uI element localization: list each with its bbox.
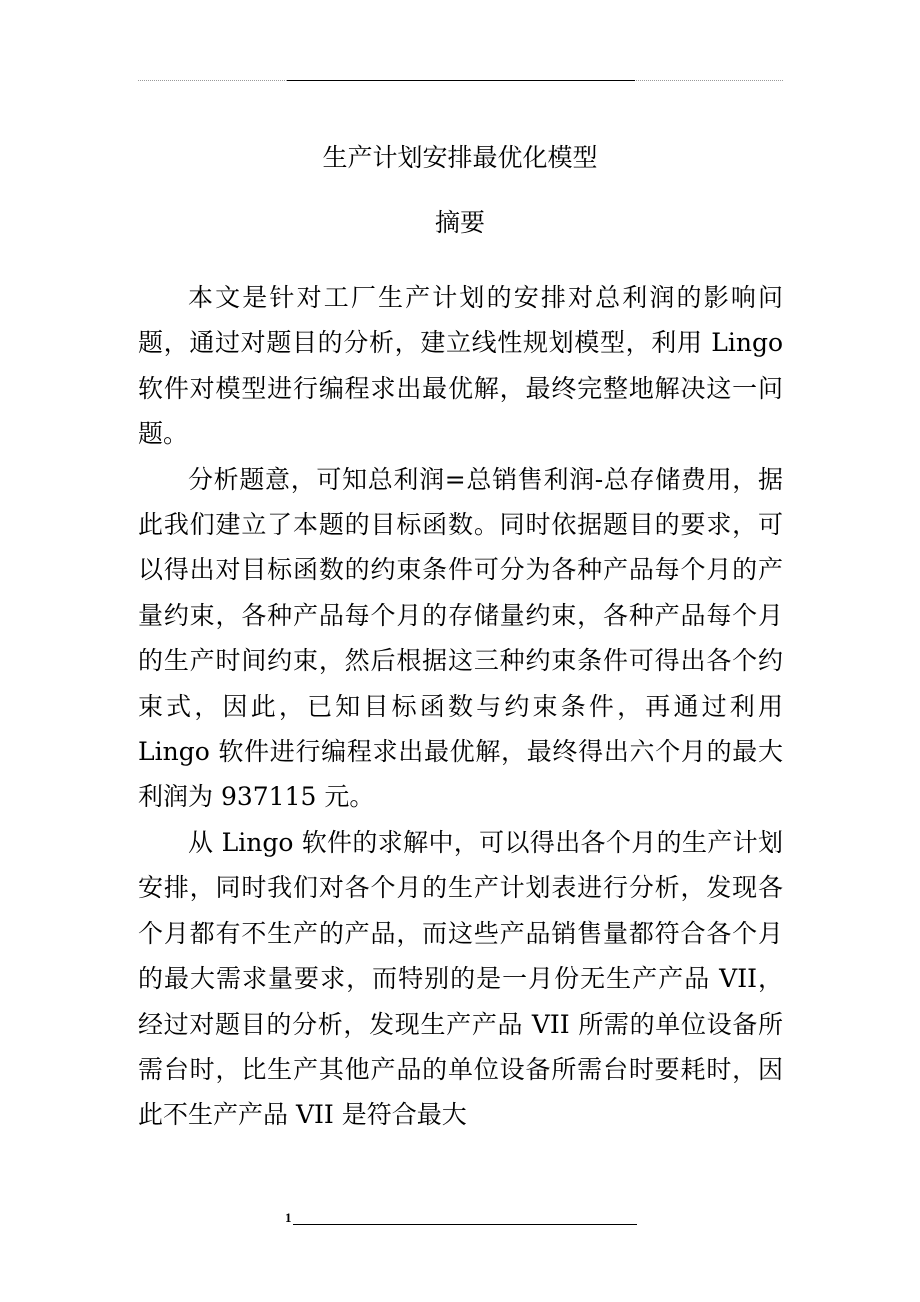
page-footer	[285, 1210, 637, 1230]
page-number: 1	[285, 1210, 292, 1225]
document-title: 生产计划安排最优化模型	[322, 143, 598, 172]
abstract-heading: 摘要	[434, 208, 485, 237]
paragraph-2: 分析题意，可知总利润=总销售利润-总存储费用，据此我们建立了本题的目标函数。同时依据题目的要求，可以得出对目标函数的约束条件可分为各种产品每个月的产量约束，各种产品每个月的存储量约束，各种产品每个月的生产时间约束，然后根据这三种约束条件可得出各个约束式，因此，已知目标函数与约束条件，再通过利用 Lingo 软件进行编程求出最优解，最终得出六个月的最大利润为 937115 元。	[138, 464, 783, 812]
paragraph-3: 从 Lingo 软件的求解中，可以得出各个月的生产计划安排，同时我们对各个月的生产计划表进行分析，发现各个月都有不生产的产品，而这些产品销售量都符合各个月的最大需求量要求，而特别的是一月份无生产产品 VII，经过对题目的分析，发现生产产品 VII 所需的单位设备所需台时，比生产其他产品的单位设备所需台时要耗时，因此不生产产品 VII 是符合最大	[138, 827, 783, 1130]
abstract-body	[138, 275, 783, 1138]
footer-line	[293, 1224, 637, 1225]
header-solid-line	[287, 80, 635, 81]
paragraph-1: 本文是针对工厂生产计划的安排对总利润的影响问题，通过对题目的分析，建立线性规划模型，利用 Lingo 软件对模型进行编程求出最优解，最终完整地解决这一问题。	[138, 283, 783, 449]
